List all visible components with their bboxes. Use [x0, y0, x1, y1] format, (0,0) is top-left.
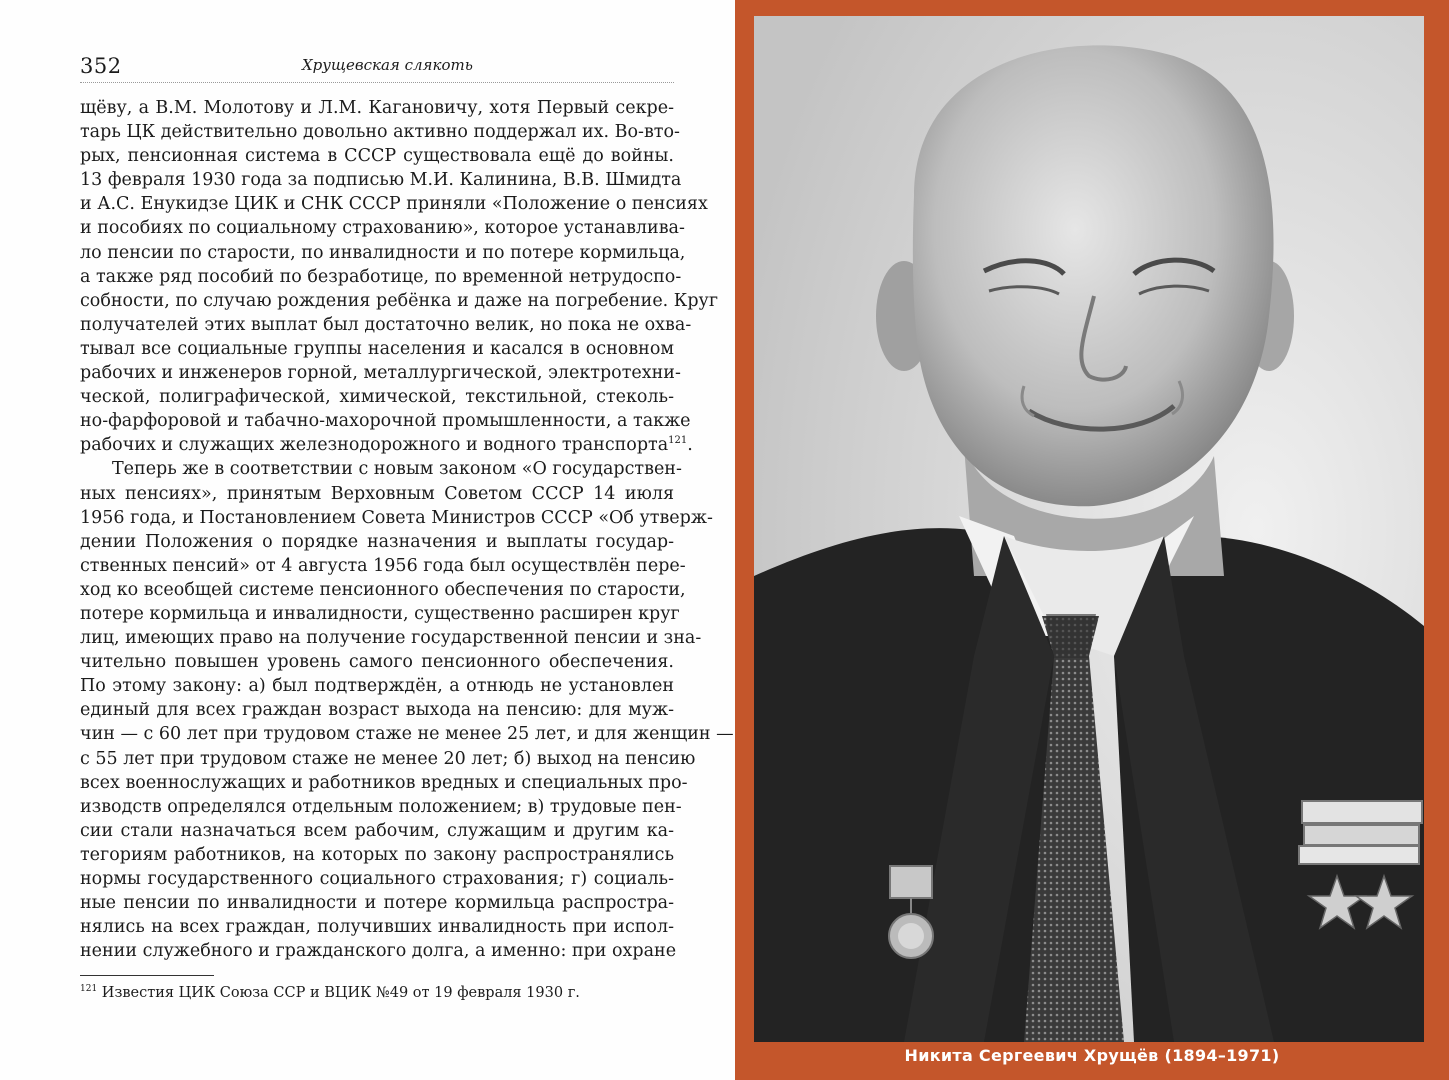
text-line: чительно повышен уровень самого пенсионного обеспечения.: [80, 652, 674, 673]
text-line: щёву, а В.М. Молотову и Л.М. Кагановичу, хотя Первый секре-: [80, 98, 674, 118]
text-line: и пособиях по социальному страхованию», которое устанавлива-: [80, 218, 685, 239]
footnote-text: Известия ЦИК Союза ССР и ВЦИК №49 от 19 февраля 1930 г.: [101, 985, 580, 1001]
text-line: ные пенсии по инвалидности и потере кормильца распростра-: [80, 893, 674, 914]
text-line: дении Положения о порядке назначения и выплаты государ-: [80, 531, 674, 552]
text-line: получателей этих выплат был достаточно велик, но пока не охва-: [80, 314, 692, 335]
text-line: рых, пенсионная система в СССР существовала ещё до войны.: [80, 146, 674, 167]
text-line: рабочих и инженеров горной, металлургической, электротехни-: [80, 363, 681, 384]
text-line: чин — с 60 лет при трудовом стаже не менее 25 лет, и для женщин —: [80, 724, 734, 745]
text-line: ных пенсиях», принятым Верховным Советом СССР 14 июля: [80, 483, 674, 504]
page-header: [80, 52, 674, 83]
portrait-illustration: [754, 16, 1424, 1042]
body-text: [80, 96, 734, 963]
text-line: ческой, полиграфической, химической, текстильной, стеколь-: [80, 387, 674, 408]
text-line: нормы государственного социального страхования; г) социаль-: [80, 869, 674, 889]
text-line-with-footnote: [80, 433, 688, 457]
text-line: По этому закону: а) был подтверждён, а отнюдь не установлен: [80, 676, 674, 697]
text-line: с 55 лет при трудовом стаже не менее 20 лет; б) выход на пенсию: [80, 748, 696, 769]
text-line: всех военнослужащих и работников вредных и специальных про-: [80, 772, 688, 793]
text-line: ло пенсии по старости, по инвалидности и по потере кормильца,: [80, 242, 686, 263]
text-line: единый для всех граждан возраст выхода на пенсию: для муж-: [80, 700, 674, 721]
footnote-number: 121: [80, 984, 98, 995]
text-line: а также ряд пособий по безработице, по временной нетрудоспо-: [80, 266, 682, 287]
text-line: нялись на всех граждан, получивших инвалидность при испол-: [80, 917, 674, 938]
page-number: 352: [80, 54, 122, 78]
footnote: [80, 985, 674, 1001]
text-line: Теперь же в соответствии с новым законом «О государствен-: [112, 459, 682, 480]
text-line: тывал все социальные группы населения и касался в основном: [80, 338, 674, 359]
text-line: тарь ЦК действительно довольно активно поддержал их. Во-вто-: [80, 122, 680, 143]
text-line: и А.С. Енукидзе ЦИК и СНК СССР приняли «Положение о пенсиях: [80, 194, 708, 215]
text-line: потере кормильца и инвалидности, существенно расширен круг: [80, 603, 680, 624]
text-line: собности, по случаю рождения ребёнка и даже на погребение. Круг: [80, 290, 719, 311]
text-line: лиц, имеющих право на получение государственной пенсии и зна-: [80, 628, 702, 649]
photo-caption: Никита Сергеевич Хрущёв (1894–1971): [904, 1046, 1280, 1065]
text-line-content: рабочих и служащих железнодорожного и водного транспорта: [80, 435, 669, 456]
text-line: изводств определялся отдельным положением; в) трудовые пен-: [80, 796, 682, 817]
text-line: 13 февраля 1930 года за подписью М.И. Калинина, В.В. Шмидта: [80, 170, 682, 191]
text-line: сии стали назначаться всем рабочим, служащим и другим ка-: [80, 820, 674, 841]
text-line: тегориям работников, на которых по закону распространялись: [80, 844, 674, 865]
footnote-rule: [80, 975, 214, 976]
text-line: 1956 года, и Постановлением Совета Министров СССР «Об утверж-: [80, 507, 713, 528]
text-line: ход ко всеобщей системе пенсионного обеспечения по старости,: [80, 579, 686, 600]
portrait-photo: [754, 16, 1424, 1042]
text-line: нении служебного и гражданского долга, а именно: при охране: [80, 941, 677, 962]
footnote-ref[interactable]: 121: [668, 435, 688, 447]
text-line: ственных пенсий» от 4 августа 1956 года был осуществлён пере-: [80, 555, 686, 576]
running-title: Хрущевская слякоть: [302, 56, 473, 74]
text-line: но-фарфоровой и табачно-махорочной промышленности, а также: [80, 411, 691, 432]
